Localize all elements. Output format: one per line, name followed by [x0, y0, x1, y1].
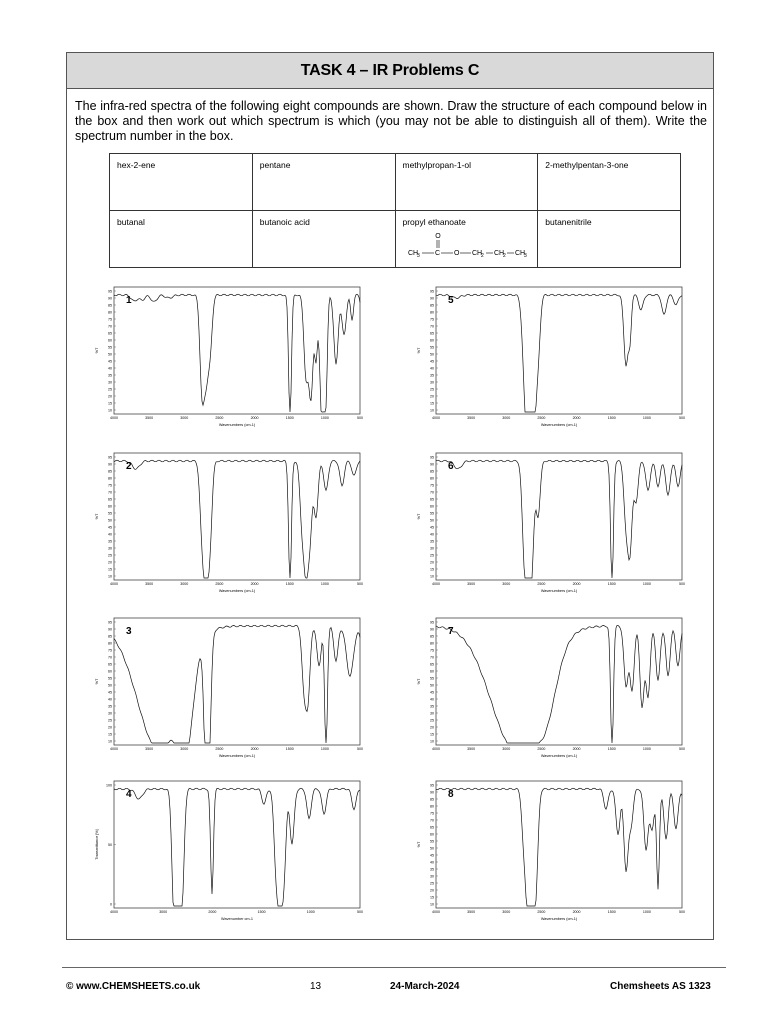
y-tick-label: 20 — [108, 725, 112, 730]
y-tick-label: 65 — [108, 331, 112, 336]
y-tick-label: 80 — [430, 310, 434, 315]
x-tick-label: 4000 — [110, 910, 118, 914]
x-tick-label: 3500 — [467, 747, 476, 751]
y-tick-label: 85 — [430, 469, 434, 474]
formula-ch2: CH — [493, 250, 504, 257]
y-tick-label: 25 — [430, 387, 434, 392]
spectrum-trace — [114, 625, 360, 743]
spectrum-number: 1 — [126, 295, 132, 306]
x-tick-label: 1500 — [257, 910, 266, 914]
y-tick-label: 50 — [430, 518, 434, 523]
spectrum-chart — [414, 283, 684, 428]
ir-spectrum-3 — [92, 614, 362, 759]
y-tick-label: 80 — [108, 476, 112, 481]
compound-table — [109, 153, 681, 268]
spectrum-chart — [92, 283, 362, 428]
compound-name: butanal — [117, 217, 145, 227]
y-tick-label: 95 — [430, 783, 434, 788]
y-tick-label: 75 — [430, 648, 434, 653]
y-tick-label: 35 — [108, 704, 112, 709]
y-tick-label: 10 — [430, 739, 434, 744]
y-tick-label: 45 — [430, 525, 434, 530]
y-tick-label: 95 — [430, 455, 434, 460]
y-tick-label: 30 — [430, 711, 434, 716]
y-tick-label: 25 — [430, 718, 434, 723]
y-axis-label: %T — [95, 347, 99, 354]
x-tick-label: 3000 — [502, 416, 511, 420]
footer-divider — [62, 967, 726, 968]
ir-spectrum-1 — [92, 283, 362, 428]
y-tick-label: 65 — [430, 825, 434, 830]
y-tick-label: 30 — [430, 874, 434, 879]
y-tick-label: 55 — [108, 345, 112, 350]
x-tick-label: 4000 — [432, 582, 440, 586]
x-axis-label: Wavenumbers (cm-1) — [540, 589, 578, 593]
y-tick-label: 10 — [108, 408, 112, 413]
y-tick-label: 15 — [430, 567, 434, 572]
y-tick-label: 35 — [430, 704, 434, 709]
y-tick-label: 45 — [108, 525, 112, 530]
y-tick-label: 80 — [430, 641, 434, 646]
compound-name: hex-2-ene — [117, 160, 156, 170]
y-tick-label: 80 — [430, 476, 434, 481]
y-tick-label: 85 — [108, 634, 112, 639]
plot-frame — [436, 287, 682, 414]
spectrum-number: 6 — [448, 461, 454, 472]
y-tick-label: 70 — [108, 490, 112, 495]
y-tick-label: 70 — [430, 324, 434, 329]
x-axis-label: Wavenumbers (cm-1) — [218, 754, 256, 758]
x-axis-label: Wavenumbers (cm-1) — [540, 917, 578, 921]
x-tick-label: 3500 — [467, 582, 476, 586]
y-tick-label: 35 — [108, 373, 112, 378]
x-tick-label: 2000 — [208, 910, 217, 914]
y-axis-label: %T — [95, 513, 99, 520]
y-tick-label: 55 — [430, 839, 434, 844]
y-tick-label: 90 — [430, 627, 434, 632]
y-tick-label: 80 — [430, 804, 434, 809]
x-tick-label: 1000 — [642, 910, 651, 914]
y-tick-label: 100 — [106, 783, 112, 788]
x-axis-label: Wavenumbers (cm-1) — [218, 589, 256, 593]
formula-subscript: 3 — [523, 253, 527, 259]
x-tick-label: 2500 — [537, 910, 546, 914]
footer-code: Chemsheets AS 1323 — [610, 981, 711, 992]
compound-box[interactable] — [110, 154, 253, 211]
x-tick-label: 2000 — [572, 416, 581, 420]
y-tick-label: 40 — [108, 366, 112, 371]
y-tick-label: 70 — [108, 655, 112, 660]
x-tick-label: 2000 — [250, 582, 259, 586]
x-tick-label: 500 — [679, 416, 685, 420]
compound-box[interactable] — [395, 211, 538, 268]
y-tick-label: 85 — [430, 797, 434, 802]
y-tick-label: 15 — [430, 732, 434, 737]
spectrum-trace — [114, 460, 360, 578]
y-tick-label: 40 — [430, 532, 434, 537]
y-tick-label: 30 — [430, 546, 434, 551]
y-tick-label: 50 — [430, 683, 434, 688]
formula-o-atom: O — [434, 233, 441, 240]
x-tick-label: 1000 — [642, 416, 651, 420]
y-tick-label: 45 — [430, 359, 434, 364]
x-tick-label: 4000 — [432, 910, 440, 914]
y-tick-label: 65 — [430, 497, 434, 502]
x-tick-label: 1000 — [320, 582, 329, 586]
x-tick-label: 1500 — [607, 747, 616, 751]
spectrum-trace — [436, 788, 682, 906]
x-tick-label: 2000 — [572, 747, 581, 751]
y-tick-label: 50 — [430, 846, 434, 851]
y-tick-label: 30 — [108, 380, 112, 385]
compound-box[interactable] — [252, 211, 395, 268]
spectrum-chart — [414, 777, 684, 922]
ir-spectrum-6 — [414, 449, 684, 594]
x-tick-label: 4000 — [432, 416, 440, 420]
x-tick-label: 1500 — [285, 582, 294, 586]
y-tick-label: 40 — [430, 366, 434, 371]
y-tick-label: 60 — [430, 338, 434, 343]
compound-box[interactable] — [395, 154, 538, 211]
y-tick-label: 85 — [108, 303, 112, 308]
formula-ch3: CH — [514, 250, 525, 257]
y-tick-label: 85 — [430, 634, 434, 639]
y-tick-label: 20 — [430, 725, 434, 730]
compound-box[interactable] — [110, 211, 253, 268]
y-tick-label: 30 — [108, 546, 112, 551]
spectrum-chart — [414, 449, 684, 594]
formula-carbonyl-c: C — [434, 250, 440, 257]
x-tick-label: 2500 — [537, 582, 546, 586]
x-tick-label: 2500 — [537, 416, 546, 420]
y-tick-label: 30 — [108, 711, 112, 716]
y-axis-label: %T — [417, 513, 421, 520]
spectrum-chart — [92, 449, 362, 594]
x-tick-label: 500 — [357, 416, 363, 420]
x-tick-label: 1500 — [607, 910, 616, 914]
x-tick-label: 4000 — [110, 582, 118, 586]
formula-ch2: CH — [471, 250, 482, 257]
y-tick-label: 75 — [108, 483, 112, 488]
y-tick-label: 40 — [430, 860, 434, 865]
x-tick-label: 1500 — [607, 416, 616, 420]
x-tick-label: 2000 — [250, 416, 259, 420]
spectrum-number: 5 — [448, 295, 454, 306]
compound-box[interactable] — [252, 154, 395, 211]
x-tick-label: 3000 — [180, 582, 189, 586]
ir-spectrum-2 — [92, 449, 362, 594]
compound-name: butanenitrile — [545, 217, 592, 227]
y-tick-label: 80 — [108, 310, 112, 315]
x-tick-label: 500 — [679, 910, 685, 914]
y-tick-label: 25 — [108, 553, 112, 558]
y-tick-label: 90 — [430, 790, 434, 795]
spectrum-number: 7 — [448, 626, 454, 637]
y-tick-label: 30 — [430, 380, 434, 385]
y-tick-label: 95 — [108, 289, 112, 294]
x-tick-label: 2500 — [215, 747, 224, 751]
y-tick-label: 70 — [108, 324, 112, 329]
y-tick-label: 15 — [430, 895, 434, 900]
y-tick-label: 10 — [430, 902, 434, 907]
y-tick-label: 25 — [430, 553, 434, 558]
y-tick-label: 10 — [430, 574, 434, 579]
y-tick-label: 90 — [430, 296, 434, 301]
x-tick-label: 2500 — [215, 416, 224, 420]
y-tick-label: 85 — [108, 469, 112, 474]
x-tick-label: 1000 — [320, 747, 329, 751]
x-axis-label: Wavenumbers (cm-1) — [540, 423, 578, 427]
compound-name: propyl ethanoate — [402, 217, 466, 227]
ir-spectrum-8 — [414, 777, 684, 922]
x-tick-label: 1000 — [320, 416, 329, 420]
y-tick-label: 35 — [430, 539, 434, 544]
y-tick-label: 65 — [108, 662, 112, 667]
footer-page-number: 13 — [310, 981, 322, 992]
y-tick-label: 50 — [108, 518, 112, 523]
y-tick-label: 75 — [430, 483, 434, 488]
y-axis-label: %T — [95, 678, 99, 685]
x-tick-label: 1500 — [607, 582, 616, 586]
x-tick-label: 2000 — [250, 747, 259, 751]
x-tick-label: 3000 — [502, 910, 511, 914]
compound-box[interactable] — [538, 211, 681, 268]
y-tick-label: 95 — [108, 455, 112, 460]
y-tick-label: 90 — [108, 296, 112, 301]
y-tick-label: 60 — [108, 338, 112, 343]
y-tick-label: 75 — [430, 317, 434, 322]
y-tick-label: 35 — [108, 539, 112, 544]
y-tick-label: 75 — [108, 648, 112, 653]
x-tick-label: 4000 — [110, 416, 118, 420]
y-tick-label: 0 — [110, 902, 112, 907]
compound-name: pentane — [259, 160, 291, 170]
spectrum-chart — [92, 614, 362, 759]
plot-frame — [114, 618, 360, 745]
y-tick-label: 50 — [108, 843, 112, 847]
y-tick-label: 20 — [108, 394, 112, 399]
y-tick-label: 55 — [430, 345, 434, 350]
y-tick-label: 65 — [108, 497, 112, 502]
y-tick-label: 25 — [108, 718, 112, 723]
formula-subscript: 3 — [416, 253, 420, 259]
y-tick-label: 15 — [108, 732, 112, 737]
spectrum-trace — [114, 788, 360, 906]
spectrum-trace — [114, 294, 360, 412]
y-tick-label: 50 — [430, 352, 434, 357]
y-tick-label: 35 — [430, 373, 434, 378]
y-tick-label: 70 — [430, 490, 434, 495]
y-tick-label: 10 — [430, 408, 434, 413]
y-tick-label: 45 — [430, 853, 434, 858]
y-tick-label: 25 — [108, 387, 112, 392]
y-tick-label: 55 — [108, 511, 112, 516]
spectrum-trace — [436, 294, 682, 412]
x-tick-label: 3500 — [145, 416, 154, 420]
x-tick-label: 1000 — [306, 910, 315, 914]
compound-box[interactable] — [538, 154, 681, 211]
y-tick-label: 10 — [108, 574, 112, 579]
y-tick-label: 40 — [430, 697, 434, 702]
x-tick-label: 4000 — [432, 747, 440, 751]
x-tick-label: 2500 — [215, 582, 224, 586]
spectrum-trace — [436, 626, 682, 744]
y-tick-label: 45 — [108, 359, 112, 364]
x-tick-label: 3000 — [502, 582, 511, 586]
x-tick-label: 3500 — [467, 416, 476, 420]
y-axis-label: %T — [417, 678, 421, 685]
y-tick-label: 10 — [108, 739, 112, 744]
x-axis-label: Wavenumbers (cm-1) — [218, 423, 256, 427]
propyl-ethanoate-formula — [408, 231, 532, 261]
y-tick-label: 60 — [430, 832, 434, 837]
y-tick-label: 15 — [430, 401, 434, 406]
spectrum-trace — [436, 460, 682, 578]
y-axis-label: %T — [417, 347, 421, 354]
spectrum-number: 2 — [126, 461, 132, 472]
y-tick-label: 20 — [430, 394, 434, 399]
y-tick-label: 65 — [430, 662, 434, 667]
x-tick-label: 1000 — [642, 582, 651, 586]
y-tick-label: 90 — [108, 627, 112, 632]
plot-frame — [114, 781, 360, 908]
x-axis-label: Wavenumber cm-1 — [221, 917, 253, 921]
spectrum-chart — [92, 777, 362, 922]
x-tick-label: 3500 — [467, 910, 476, 914]
y-tick-label: 25 — [430, 881, 434, 886]
y-tick-label: 60 — [430, 669, 434, 674]
x-tick-label: 3000 — [180, 416, 189, 420]
x-tick-label: 500 — [357, 747, 363, 751]
y-axis-label: %T — [417, 841, 421, 848]
y-tick-label: 50 — [108, 352, 112, 357]
x-tick-label: 500 — [679, 582, 685, 586]
x-tick-label: 2000 — [572, 910, 581, 914]
formula-subscript: 2 — [502, 253, 506, 259]
y-tick-label: 85 — [430, 303, 434, 308]
y-tick-label: 95 — [108, 620, 112, 625]
x-tick-label: 3000 — [180, 747, 189, 751]
y-tick-label: 15 — [108, 401, 112, 406]
y-tick-label: 20 — [430, 888, 434, 893]
y-tick-label: 15 — [108, 567, 112, 572]
x-tick-label: 3500 — [145, 747, 154, 751]
x-tick-label: 500 — [679, 747, 685, 751]
x-tick-label: 1500 — [285, 747, 294, 751]
x-tick-label: 1500 — [285, 416, 294, 420]
y-tick-label: 55 — [430, 511, 434, 516]
x-tick-label: 3000 — [159, 910, 168, 914]
intro-text: The infra-red spectra of the following eight compounds are shown. Draw the structure of each compound below in the box and then work out which spectrum is which (you may not be able to distinguish all of them). Write the spectrum number in the box. — [75, 99, 707, 143]
y-tick-label: 70 — [430, 818, 434, 823]
footer-date: 24-March-2024 — [390, 981, 460, 992]
y-tick-label: 80 — [108, 641, 112, 646]
spectrum-number: 8 — [448, 789, 454, 800]
y-tick-label: 90 — [430, 462, 434, 467]
y-tick-label: 95 — [430, 289, 434, 294]
y-tick-label: 40 — [108, 697, 112, 702]
compound-name: 2-methylpentan-3-one — [545, 160, 629, 170]
x-tick-label: 3000 — [502, 747, 511, 751]
y-tick-label: 75 — [108, 317, 112, 322]
y-tick-label: 20 — [108, 560, 112, 565]
y-tick-label: 45 — [430, 690, 434, 695]
y-tick-label: 55 — [430, 676, 434, 681]
x-tick-label: 500 — [357, 910, 363, 914]
task-title: TASK 4 – IR Problems C — [67, 53, 713, 89]
y-tick-label: 35 — [430, 867, 434, 872]
formula-ch3: CH — [407, 250, 418, 257]
compound-name: methylpropan-1-ol — [402, 160, 472, 170]
x-tick-label: 500 — [357, 582, 363, 586]
y-tick-label: 90 — [108, 462, 112, 467]
y-tick-label: 95 — [430, 620, 434, 625]
plot-frame — [114, 287, 360, 414]
x-tick-label: 3500 — [145, 582, 154, 586]
x-tick-label: 4000 — [110, 747, 118, 751]
compound-name: butanoic acid — [259, 217, 310, 227]
y-tick-label: 55 — [108, 676, 112, 681]
y-tick-label: 75 — [430, 811, 434, 816]
spectrum-chart — [414, 614, 684, 759]
x-tick-label: 2000 — [572, 582, 581, 586]
y-tick-label: 65 — [430, 331, 434, 336]
y-tick-label: 40 — [108, 532, 112, 537]
ir-spectrum-7 — [414, 614, 684, 759]
x-tick-label: 1000 — [642, 747, 651, 751]
ir-spectrum-4 — [92, 777, 362, 922]
spectrum-number: 3 — [126, 626, 132, 637]
y-tick-label: 70 — [430, 655, 434, 660]
ir-spectrum-5 — [414, 283, 684, 428]
spectrum-number: 4 — [126, 789, 132, 800]
footer-website[interactable]: © www.CHEMSHEETS.co.uk — [66, 981, 201, 992]
formula-ether-o: O — [453, 250, 459, 257]
y-tick-label: 60 — [108, 504, 112, 509]
y-tick-label: 20 — [430, 560, 434, 565]
formula-subscript: 2 — [480, 253, 484, 259]
y-tick-label: 50 — [108, 683, 112, 688]
y-tick-label: 60 — [430, 504, 434, 509]
y-axis-label: Transmittance [%] — [95, 829, 99, 860]
x-axis-label: Wavenumbers (cm-1) — [540, 754, 578, 758]
y-tick-label: 60 — [108, 669, 112, 674]
y-tick-label: 45 — [108, 690, 112, 695]
x-tick-label: 2500 — [537, 747, 546, 751]
